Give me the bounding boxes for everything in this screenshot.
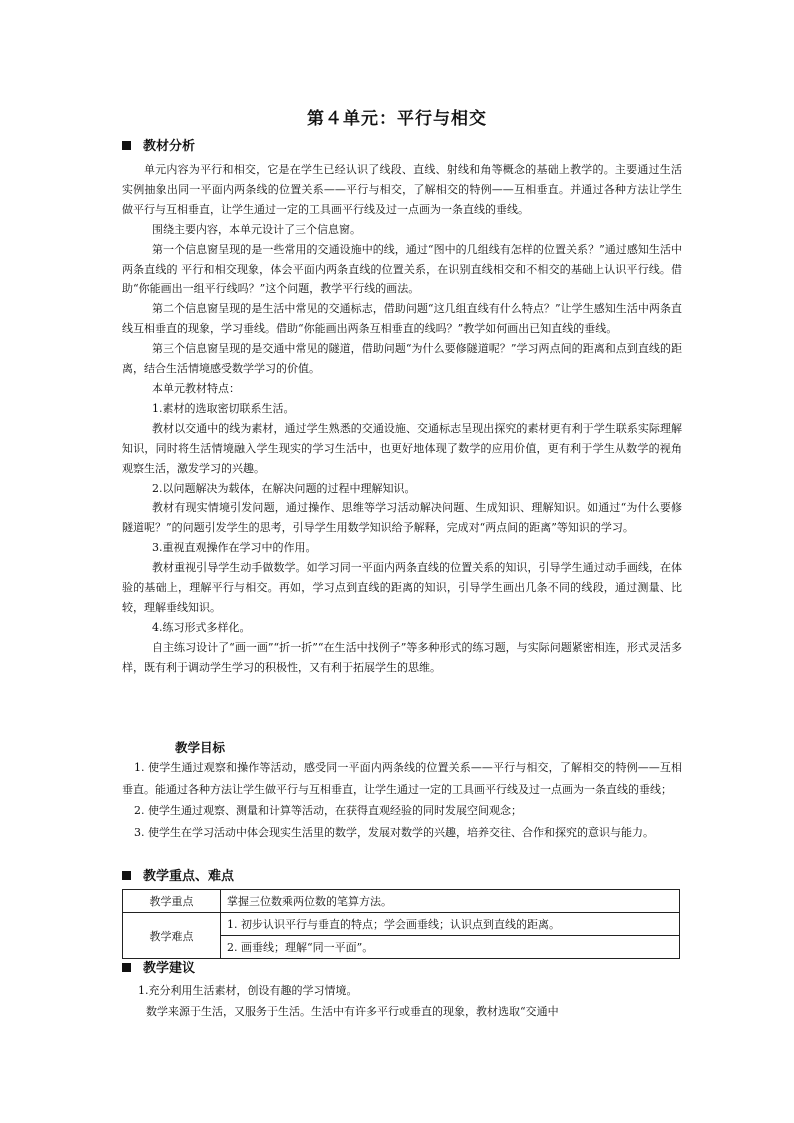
key-label-cell: 教学重点 — [123, 890, 221, 913]
paragraph: 教材以交通中的线为素材，通过学生熟悉的交通设施、交通标志呈现出探究的素材更有利于学生联系实际理解知识，同时将生活情境融入学生现实的学习生活中，也更好地体现了数学的应用价值，更有利于学生从数学的视角观察生活，激发学习的兴趣。 — [122, 421, 682, 475]
objective-item: 3. 使学生在学习活动中体会现实生活里的数学，发展对数学的兴趣，培养交往、合作和探究的意识与能力。 — [134, 825, 654, 839]
feature-heading: 1.素材的选取密切联系生活。 — [152, 401, 295, 415]
objective-item: 2. 使学生通过观察、测量和计算等活动，在获得直观经验的同时发展空间观念； — [134, 804, 522, 817]
table-row — [123, 913, 680, 936]
paragraph: 第一个信息窗呈现的是一些常用的交通设施中的线，通过“图中的几组线有怎样的位置关系？”通过感知生活中两条直线的 平行和相交现象，体会平面内两条直线的位置关系，在识别直线相交和不相交的基础上认识平行线。借助“你能画出一组平行线吗？”这个问题，教学平行线的画法。 — [122, 242, 682, 296]
paragraph: 教材重视引导学生动手做数学。如学习同一平面内两条直线的位置关系的知识，引导学生通过动手画线，在体验的基础上，理解平行与相交。再如，学习点到直线的距离的知识，引导学生画出几条不同的线段，通过测量、比较，理解垂线知识。 — [122, 561, 682, 614]
key-points-table — [122, 889, 680, 959]
feature-heading: 2.以问题解决为载体，在解决问题的过程中理解知识。 — [152, 481, 416, 495]
section-heading-text: 教学重点、难点 — [143, 869, 235, 884]
table-row — [123, 890, 680, 913]
square-bullet-icon — [122, 871, 131, 880]
suggestion-heading: 1.充分利用生活素材，创设有趣的学习情境。 — [138, 984, 358, 997]
paragraph: 围绕主要内容，本单元设计了三个信息窗。 — [152, 222, 361, 236]
difficulty-item-cell: 1. 初步认识平行与垂直的特点；学会画垂线；认识点到直线的距离。 — [221, 913, 680, 936]
suggestions-body — [122, 980, 682, 1022]
key-text-cell: 掌握三位数乘两位数的笔算方法。 — [221, 890, 680, 913]
feature-heading: 4.练习形式多样化。 — [152, 620, 251, 634]
square-bullet-icon — [122, 141, 131, 150]
section-heading-text: 教材分析 — [143, 139, 196, 154]
section-heading-analysis — [122, 138, 195, 156]
paragraph: 第三个信息窗呈现的是交通中常见的隧道，借助问题“为什么要修隧道呢？”学习两点间的距离和点到直线的距离，结合生活情境感受数学学习的价值。 — [122, 342, 682, 376]
paragraph: 教材有现实情境引发问题，通过操作、思维等学习活动解决问题、生成知识、理解知识。如通过“为什么要修隧道呢？”的问题引发学生的思考，引导学生用数学知识给予解释，完成对“两点间的距离”等知识的学习。 — [122, 501, 682, 535]
section-heading-suggestions — [122, 960, 195, 978]
section-heading-key-points — [122, 868, 234, 886]
analysis-body — [122, 160, 682, 678]
paragraph: 自主练习设计了“画一画”“折一折”“在生活中找例子”等多种形式的练习题，与实际问题紧密相连，形式灵活多样，既有利于调动学生学习的积极性，又有利于拓展学生的思维。 — [122, 640, 682, 674]
page-title: 第４单元：平行与相交 — [307, 109, 487, 129]
paragraph: 第二个信息窗呈现的是生活中常见的交通标志，借助问题“这几组直线有什么特点？”让学生感知生活中两条直线互相垂直的现象，学习垂线。借助“你能画出两条互相垂直的线吗？”教学如何画出已知直线的垂线。 — [122, 302, 682, 336]
feature-heading: 3.重视直观操作在学习中的作用。 — [152, 541, 317, 555]
paragraph: 数学来源于生活，又服务于生活。生活中有许多平行或垂直的现象，教材选取“交通中 — [146, 1005, 559, 1018]
difficulty-item-cell: 2. 画垂线；理解“同一平面”。 — [221, 936, 680, 959]
difficulty-label-cell: 教学难点 — [123, 913, 221, 959]
paragraph: 单元内容为平行和相交，它是在学生已经认识了线段、直线、射线和角等概念的基础上教学的。主要通过生活实例抽象出同一平面内两条线的位置关系——平行与相交，了解相交的特例——互相垂直。并通过各种方法让学生做平行与互相垂直，让学生通过一定的工具画平行线及过一点画为一条直线的垂线。 — [122, 163, 682, 216]
objective-item: 1. 使学生通过观察和操作等活动，感受同一平面内两条线的位置关系——平行与相交，了解相交的特例——互相垂直。能通过各种方法让学生做平行与互相垂直，让学生通过一定的工具画平行线及过一点画为一条直线的垂线； — [122, 761, 682, 796]
objectives-heading: 教学目标 — [175, 740, 226, 755]
paragraph: 本单元教材特点： — [152, 381, 240, 395]
objectives-body — [122, 757, 682, 843]
square-bullet-icon — [122, 963, 131, 972]
section-heading-text: 教学建议 — [143, 961, 196, 976]
